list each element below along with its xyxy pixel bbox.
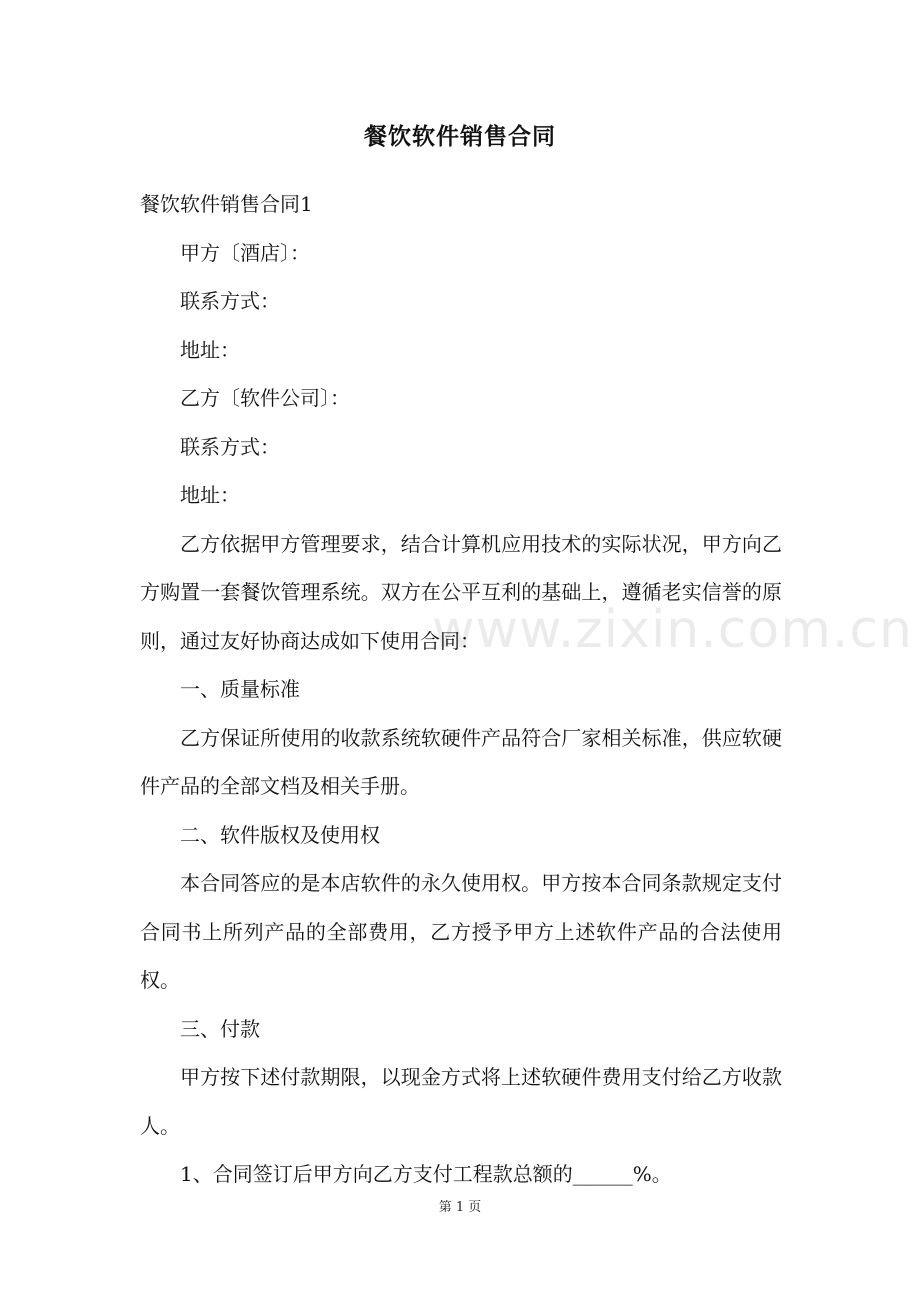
quality-paragraph: 乙方保证所使用的收款系统软硬件产品符合厂家相关标准，供应软硬件产品的全部文档及相关手册。 [140,725,782,798]
payment-item-1: 1、合同签订后甲方向乙方支付工程款总额的______%。 [180,1162,672,1186]
page-number: 第 1 页 [438,1200,482,1215]
watermark: www.zixin.com.cn [432,600,913,660]
document-title: 餐饮软件销售合同 [364,123,556,150]
clause-heading-quality: 一、质量标准 [180,677,300,701]
party-a-label: 甲方〔酒店〕： [180,240,310,265]
intro-paragraph: 乙方依据甲方管理要求，结合计算机应用技术的实际状况，甲方向乙方购置一套餐饮管理系统。双方在公平互利的基础上，遵循老实信誉的原则，通过友好协商达成如下使用合同： [140,531,782,653]
copyright-paragraph: 本合同答应的是本店软件的永久使用权。甲方按本合同条款规定支付合同书上所列产品的全部费用，乙方授予甲方上述软件产品的合法使用权。 [140,871,782,992]
party-a-address: 地址： [180,337,240,362]
party-b-contact: 联系方式： [180,434,280,459]
document-body [140,180,782,1199]
clause-heading-payment: 三、付款 [180,1016,260,1041]
party-b-label: 乙方〔软件公司〕： [180,386,350,410]
section-heading: 餐饮软件销售合同1 [140,192,313,216]
party-b-address: 地址： [180,483,240,507]
clause-heading-copyright: 二、软件版权及使用权 [180,822,380,847]
party-a-contact: 联系方式： [180,289,280,313]
payment-paragraph: 甲方按下述付款期限，以现金方式将上述软硬件费用支付给乙方收款人。 [140,1065,782,1138]
